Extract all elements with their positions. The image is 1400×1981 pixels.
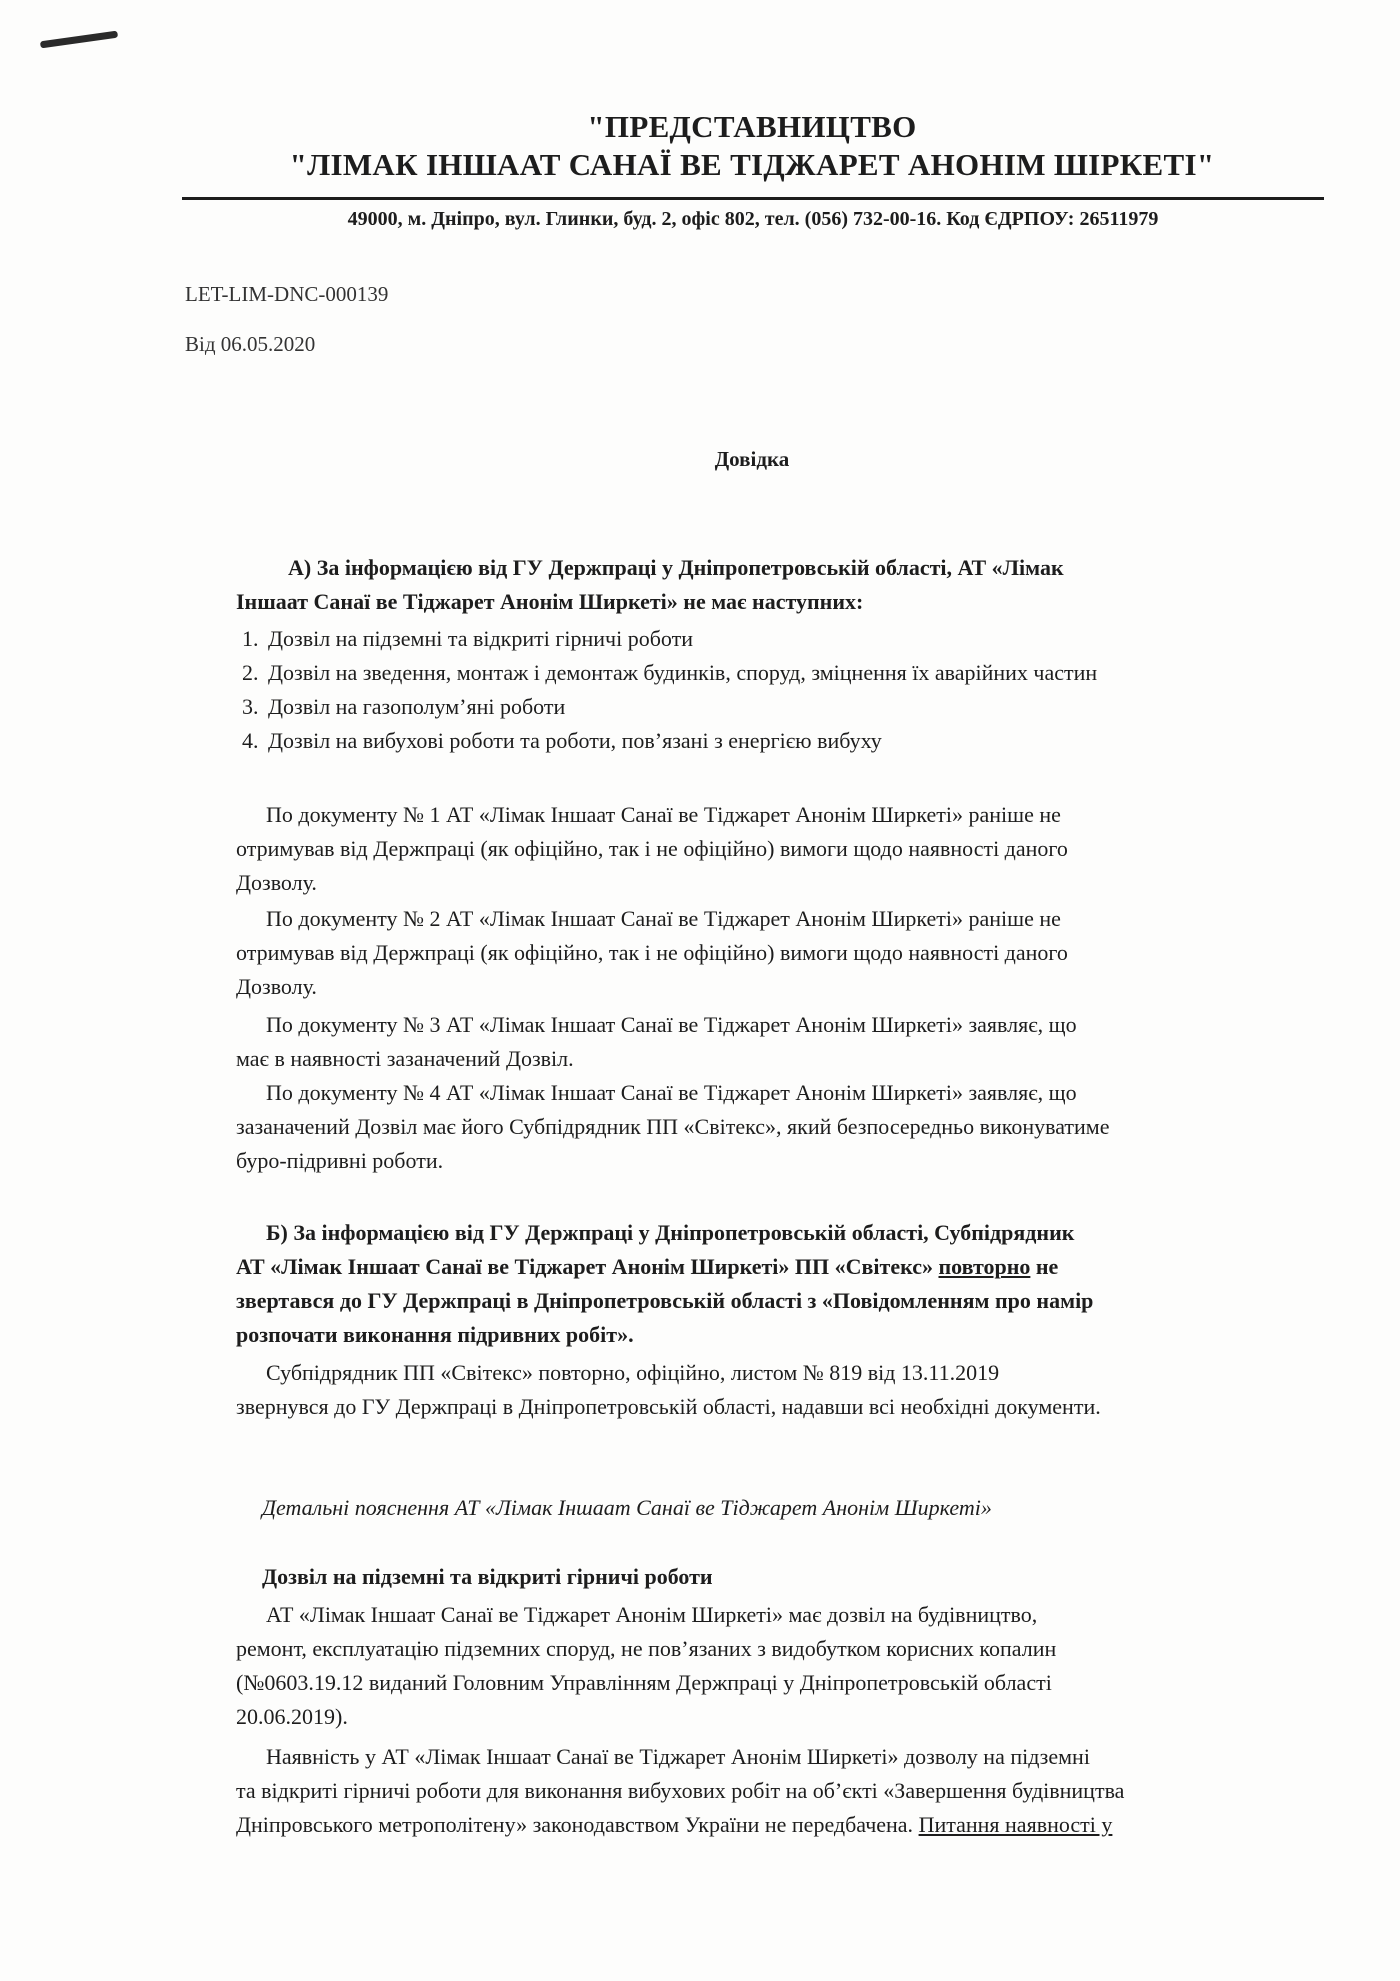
document-title: Довідка — [714, 447, 790, 471]
paragraph-line: Дозволу. — [236, 870, 317, 895]
requirements-list — [232, 622, 1364, 758]
section-a-line-2: Іншаат Санаї ве Тіджарет Анонім Ширкеті» не має наступних: — [236, 589, 864, 614]
paragraph-line: По документу № 4 АТ «Лімак Іншаат Санаї ве Тіджарет Анонім Ширкеті» заявляє, що — [266, 1080, 1077, 1105]
details-caption: Детальні пояснення АТ «Лімак Іншаат Санаї ве Тіджарет Анонім Ширкеті» — [262, 1495, 992, 1520]
details-paragraph-2 — [236, 1740, 1320, 1842]
paragraph-text: Дніпровського метрополітену» законодавством України не передбачена. — [236, 1812, 914, 1837]
details-paragraph-1 — [236, 1598, 1320, 1734]
section-b-paragraph — [236, 1356, 1320, 1424]
paragraph-line: Субпідрядник ПП «Світекс» повторно, офіційно, листом № 819 від 13.11.2019 — [266, 1360, 1000, 1385]
paragraph-line: 20.06.2019). — [236, 1704, 348, 1729]
paragraph-doc-4 — [236, 1076, 1320, 1178]
section-b-text: АТ «Лімак Іншаат Санаї ве Тіджарет Анонім Ширкеті» ПП «Світекс» — [236, 1254, 933, 1279]
paragraph-line: По документу № 2 АТ «Лімак Іншаат Санаї ве Тіджарет Анонім Ширкеті» раніше не — [266, 906, 1061, 931]
paragraph-line: Дозволу. — [236, 974, 317, 999]
section-b-line: звертався до ГУ Держпраці в Дніпропетровській області з «Повідомленням про намір — [236, 1288, 1094, 1313]
section-b-underlined: повторно — [938, 1254, 1031, 1279]
section-b-line: Б) За інформацією від ГУ Держпраці у Дніпропетровській області, Субпідрядник — [266, 1220, 1075, 1245]
paragraph-line: буро-підривні роботи. — [236, 1148, 444, 1173]
section-a-line-1: А) За інформацією від ГУ Держпраці у Дніпропетровській області, АТ «Лімак — [288, 555, 1064, 580]
paragraph-line: По документу № 1 АТ «Лімак Іншаат Санаї ве Тіджарет Анонім Ширкеті» раніше не — [266, 802, 1061, 827]
paragraph-line: Наявність у АТ «Лімак Іншаат Санаї ве Тіджарет Анонім Ширкеті» дозволу на підземні — [266, 1744, 1090, 1769]
paragraph-line: зазаначений Дозвіл має його Субпідрядник ПП «Світекс», який безпосередньо виконуватиме — [236, 1114, 1110, 1139]
paragraph-line: має в наявності зазаначений Дозвіл. — [236, 1046, 574, 1071]
paragraph-line: отримував від Держпраці (як офіційно, так і не офіційно) вимоги щодо наявності даного — [236, 836, 1068, 861]
paragraph-line — [236, 1808, 1320, 1842]
letterhead-line-1: "ПРЕДСТАВНИЦТВО — [587, 109, 917, 144]
section-b-line — [236, 1250, 1320, 1284]
letterhead-rule — [182, 197, 1324, 200]
section-b-text: не — [1035, 1254, 1059, 1279]
letterhead-line-2: "ЛІМАК ІНШААТ САНАЇ ВЕ ТІДЖАРЕТ АНОНІМ ШІРКЕТІ" — [289, 147, 1215, 182]
scan-pen-mark — [40, 31, 118, 49]
section-b-heading — [236, 1216, 1320, 1352]
paragraph-line: та відкриті гірничі роботи для виконання вибухових робіт на об’єкті «Завершення будівництва — [236, 1778, 1125, 1803]
paragraph-underlined: Питання наявності у — [918, 1812, 1113, 1837]
letterhead — [180, 108, 1324, 184]
list-item: 4. Дозвіл на вибухові роботи та роботи, пов’язані з енергією вибуху — [264, 724, 1364, 758]
paragraph-doc-2 — [236, 902, 1320, 1004]
letterhead-address: 49000, м. Дніпро, вул. Глинки, буд. 2, офіс 802, тел. (056) 732-00-16. Код ЄДРПОУ: 26511979 — [347, 208, 1159, 230]
paragraph-doc-3 — [236, 1008, 1320, 1076]
list-item: 2. Дозвіл на зведення, монтаж і демонтаж будинків, споруд, зміцнення їх аварійних частин — [264, 656, 1364, 690]
details-heading: Дозвіл на підземні та відкриті гірничі роботи — [262, 1564, 713, 1589]
paragraph-line: (№0603.19.12 виданий Головним Управлінням Держпраці у Дніпропетровській області — [236, 1670, 1052, 1695]
section-b-line: розпочати виконання підривних робіт». — [236, 1322, 634, 1347]
paragraph-doc-1 — [236, 798, 1320, 900]
reference-number: LET-LIM-DNC-000139 — [185, 282, 389, 306]
paragraph-line: звернувся до ГУ Держпраці в Дніпропетровській області, надавши всі необхідні документи. — [236, 1394, 1101, 1419]
document-date: Від 06.05.2020 — [185, 332, 316, 356]
paragraph-line: АТ «Лімак Іншаат Санаї ве Тіджарет Анонім Ширкеті» має дозвіл на будівництво, — [266, 1602, 1038, 1627]
paragraph-line: По документу № 3 АТ «Лімак Іншаат Санаї ве Тіджарет Анонім Ширкеті» заявляє, що — [266, 1012, 1077, 1037]
section-a-heading — [236, 551, 1320, 619]
paragraph-line: ремонт, експлуатацію підземних споруд, не пов’язаних з видобутком корисних копалин — [236, 1636, 1057, 1661]
list-item: 1. Дозвіл на підземні та відкриті гірничі роботи — [264, 622, 1364, 656]
list-item: 3. Дозвіл на газополум’яні роботи — [264, 690, 1364, 724]
paragraph-line: отримував від Держпраці (як офіційно, так і не офіційно) вимоги щодо наявності даного — [236, 940, 1068, 965]
